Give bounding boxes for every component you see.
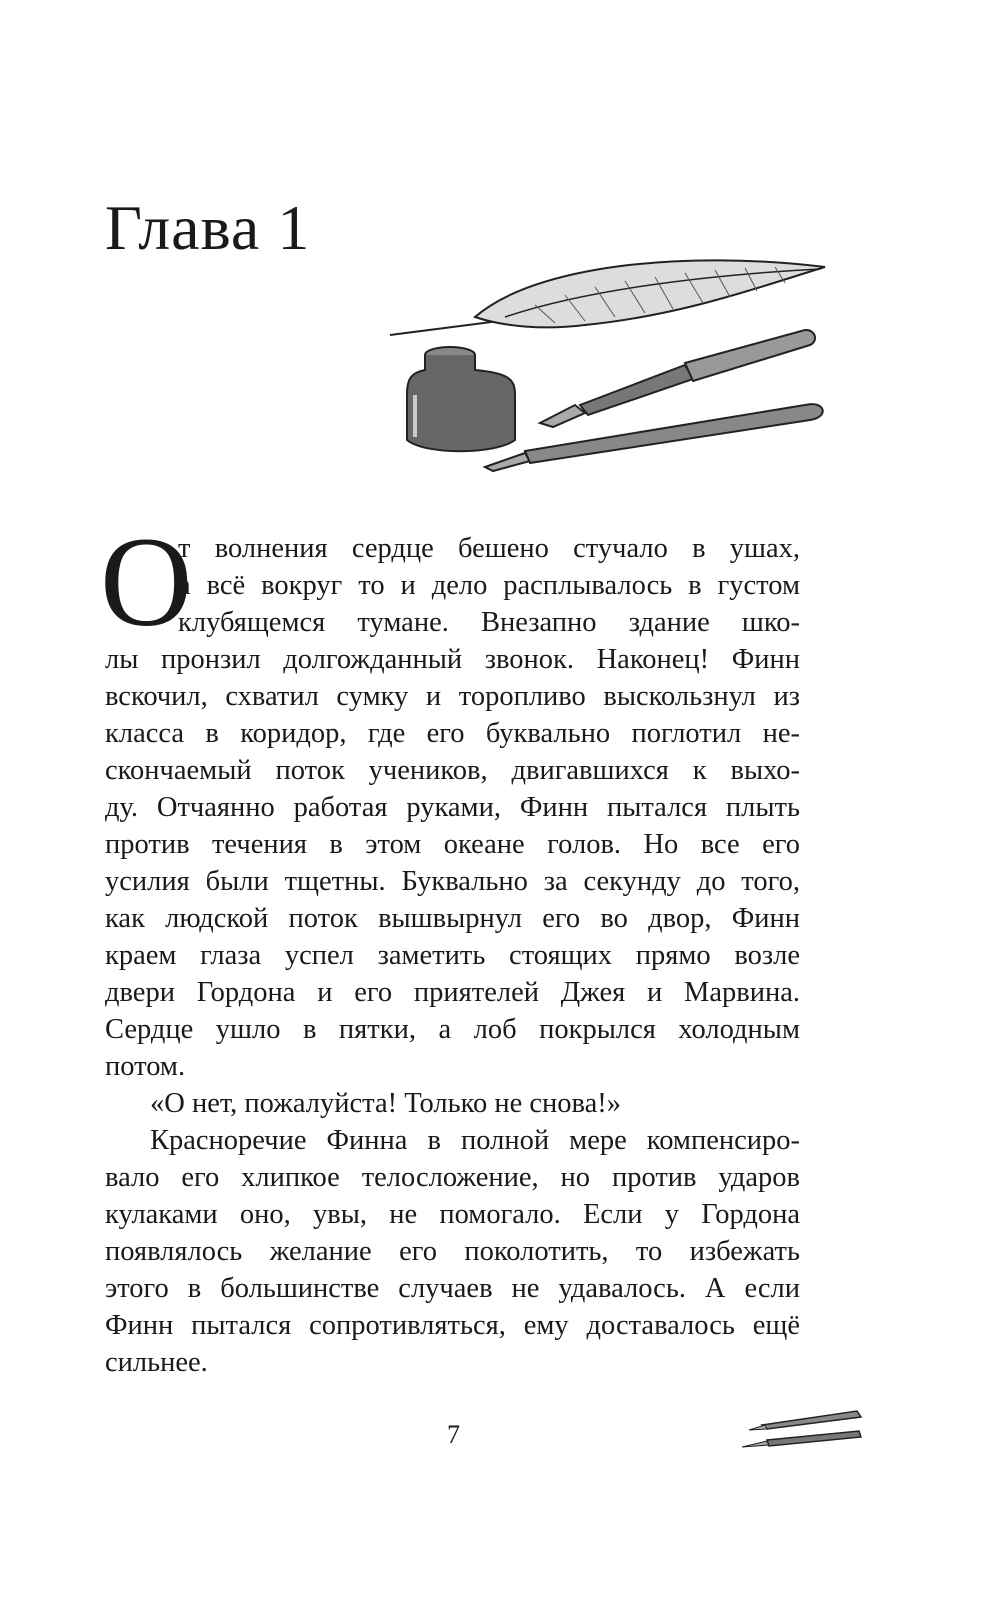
text-line: вало его хлипкое телосложение, но против ударов — [105, 1162, 800, 1193]
text-line: лы пронзил долгожданный звонок. Наконец! Финн — [105, 644, 800, 675]
text-line: вскочил, схватил сумку и торопливо выскользнул из — [105, 681, 800, 712]
text-line: Сердце ушло в пятки, а лоб покрылся холодным — [105, 1014, 800, 1045]
feather-quill-icon — [390, 260, 825, 335]
page-number: 7 — [447, 1420, 460, 1449]
text-line: «О нет, пожалуйста! Только не снова!» — [150, 1088, 622, 1119]
text-line: двери Гордона и его приятелей Джея и Марвина. — [105, 977, 800, 1008]
dip-pen-icon — [485, 404, 823, 471]
text-line: скончаемый поток учеников, двигавшихся к выхо- — [105, 755, 800, 786]
footer-pens-icon — [737, 1403, 865, 1451]
text-line: усилия были тщетны. Буквально за секунду до того, — [105, 866, 800, 897]
text-line: сильнее. — [105, 1347, 208, 1378]
text-line: класса в коридор, где его буквально поглотил не- — [105, 718, 800, 749]
text-line: как людской поток вышвырнул его во двор, Финн — [105, 903, 800, 934]
text-line: клубящемся тумане. Внезапно здание шко- — [178, 607, 800, 638]
text-line: против течения в этом океане голов. Но все его — [105, 829, 800, 860]
quill-inkwell-pens-illustration — [385, 255, 830, 480]
text-line: краем глаза успел заметить стоящих прямо возле — [105, 940, 800, 971]
text-line: Финн пытался сопротивляться, ему доставалось ещё — [105, 1310, 800, 1341]
text-line: ду. Отчаянно работая руками, Финн пытался плыть — [105, 792, 800, 823]
inkwell-icon — [407, 347, 515, 451]
text-line: потом. — [105, 1051, 186, 1082]
drop-cap: О — [100, 511, 193, 653]
text-line: а всё вокруг то и дело расплывалось в густом — [178, 570, 800, 601]
text-line: т волнения сердце бешено стучало в ушах, — [178, 533, 800, 564]
text-line: кулаками оно, увы, не помогало. Если у Гордона — [105, 1199, 800, 1230]
text-line: этого в большинстве случаев не удавалось. А если — [105, 1273, 800, 1304]
text-line: появлялось желание его поколотить, то избежать — [105, 1236, 800, 1267]
text-line: Красноречие Финна в полной мере компенсиро- — [150, 1125, 800, 1156]
chapter-title: Глава 1 — [105, 192, 311, 263]
